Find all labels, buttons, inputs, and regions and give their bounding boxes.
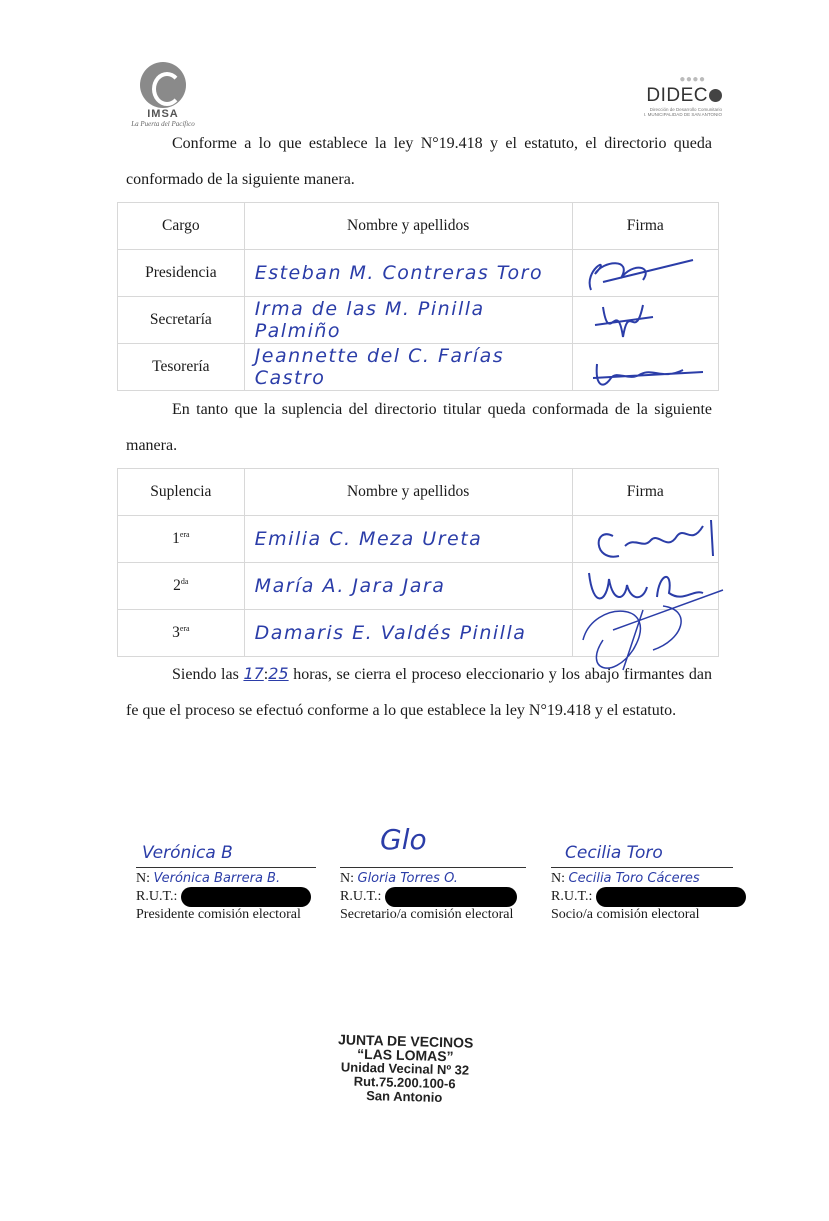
directorio-table bbox=[117, 202, 719, 391]
closing-paragraph: Siendo las 17:25 horas, se cierra el proceso eleccionario y los abajo firmantes dan fe que el proceso se efectuó conforme a lo que establece la ley N°19.418 y el estatuto. bbox=[126, 664, 712, 719]
header-nombre: Nombre y apellidos bbox=[244, 469, 572, 516]
intro-text: Conforme a lo que establece la ley N°19.418 y el estatuto, el directorio queda conformado de la siguiente manera. bbox=[126, 135, 712, 188]
cargo-cell: Tesorería bbox=[118, 344, 245, 391]
didec-name: DIDEC bbox=[622, 85, 722, 107]
signer-signature: Glo bbox=[380, 823, 427, 856]
imsa-emblem-icon bbox=[140, 62, 186, 108]
nombre-cell: Jeannette del C. Farías Castro bbox=[244, 344, 572, 391]
signer-role: Socio/a comisión electoral bbox=[551, 907, 700, 922]
nombre-cell: Irma de las M. Pinilla Palmiño bbox=[244, 297, 572, 344]
didec-circle-icon bbox=[709, 89, 722, 102]
signer-role: Presidente comisión electoral bbox=[136, 907, 301, 922]
redacted-rut bbox=[385, 887, 517, 907]
header-suplencia: Suplencia bbox=[118, 469, 245, 516]
nombre-cell: Emilia C. Meza Ureta bbox=[244, 516, 572, 563]
header-cargo: Cargo bbox=[118, 203, 245, 250]
redacted-rut bbox=[181, 887, 311, 907]
nombre-cell: Damaris E. Valdés Pinilla bbox=[244, 610, 572, 657]
nombre-cell: Esteban M. Contreras Toro bbox=[244, 250, 572, 297]
table-row bbox=[118, 610, 719, 657]
didec-sub2: I. MUNICIPALIDAD DE SAN ANTONIO bbox=[643, 112, 722, 117]
signer-name: Gloria Torres O. bbox=[357, 871, 458, 886]
imsa-tagline: La Puerta del Pacífico bbox=[131, 120, 195, 128]
cargo-cell: Presidencia bbox=[118, 250, 245, 297]
redacted-rut bbox=[596, 887, 746, 907]
closing-text: horas, se cierra el proceso eleccionario y los abajo firmantes dan fe que el proceso se efectuó conforme a lo que establece la ley N°19.418 y el estatuto. bbox=[126, 666, 712, 719]
signature-scribble-icon bbox=[573, 334, 723, 400]
header-firma: Firma bbox=[572, 203, 718, 250]
signature-image bbox=[572, 610, 718, 657]
signer-socio: Cecilia Toro N: Cecilia Toro Cáceres R.U.T.: Socio/a comisión electoral bbox=[551, 843, 777, 923]
nombre-cell: María A. Jara Jara bbox=[244, 563, 572, 610]
signature-image bbox=[572, 344, 718, 391]
closing-minute: 25 bbox=[268, 664, 289, 683]
signer-name: Cecilia Toro Cáceres bbox=[568, 871, 700, 886]
table-row bbox=[118, 344, 719, 391]
suplencia-cell: $3^{era}$ bbox=[118, 610, 245, 657]
header-firma: Firma bbox=[572, 469, 718, 516]
imsa-logo bbox=[118, 62, 208, 132]
intro-paragraph bbox=[126, 126, 712, 198]
header-nombre: Nombre y apellidos bbox=[244, 203, 572, 250]
middle-paragraph bbox=[126, 392, 712, 464]
didec-sub1: Dirección de Desarrollo Comunitario bbox=[649, 107, 722, 112]
junta-stamp: JUNTA DE VECINOS “LAS LOMAS” Unidad Vecinal Nº 32 Rut.75.200.100-6 San Antonio bbox=[337, 1031, 474, 1105]
signer-name: Verónica Barrera B. bbox=[153, 871, 281, 886]
suplencia-table bbox=[117, 468, 719, 657]
imsa-name: IMSA bbox=[147, 108, 179, 120]
signer-role: Secretario/a comisión electoral bbox=[340, 907, 514, 922]
signer-signature: Verónica B bbox=[142, 843, 233, 863]
signer-president: Verónica B N: Verónica Barrera B. R.U.T.: Presidente comisión electoral bbox=[136, 843, 332, 923]
signer-secretary: Glo N: Gloria Torres O. R.U.T.: Secretario/a comisión electoral bbox=[340, 823, 536, 923]
didec-dots-icon: ● ● ● ● bbox=[679, 74, 704, 85]
suplencia-cell: $2^{da}$ bbox=[118, 563, 245, 610]
middle-text: En tanto que la suplencia del directorio titular queda conformada de la siguiente manera. bbox=[126, 401, 712, 454]
cargo-cell: Secretaría bbox=[118, 297, 245, 344]
closing-hour: 17 bbox=[243, 664, 264, 683]
didec-logo bbox=[622, 74, 722, 130]
suplencia-cell: $1^{era}$ bbox=[118, 516, 245, 563]
signer-signature: Cecilia Toro bbox=[565, 843, 663, 863]
